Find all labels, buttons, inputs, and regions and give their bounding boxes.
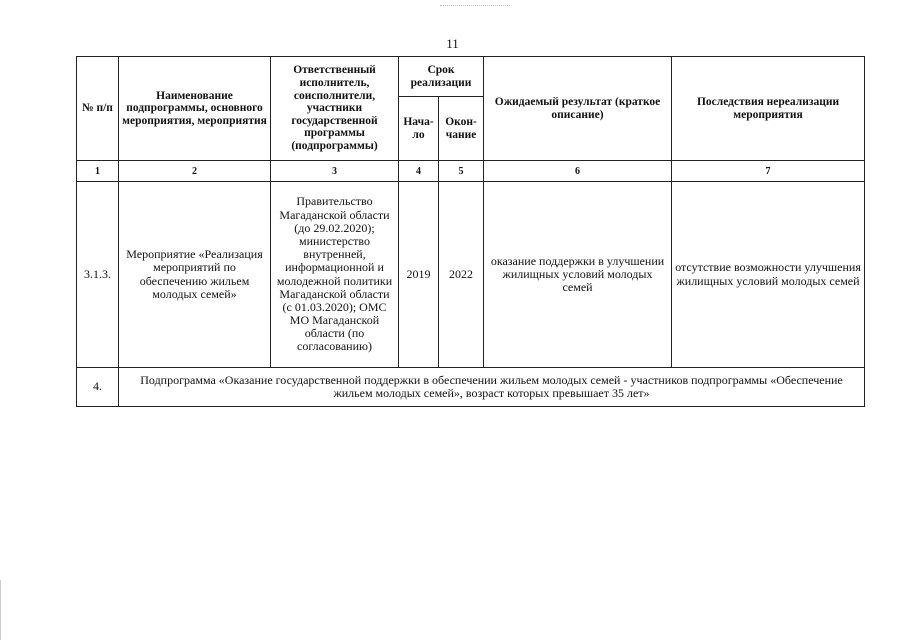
- non-implementation-consequence: отсутствие возможности улучшения жилищных условий молодых семей: [672, 182, 865, 368]
- activity-name: Мероприятие «Реализация мероприятий по обеспечению жильем молодых семей»: [119, 182, 271, 368]
- column-number: 4: [399, 161, 439, 182]
- row-number: 4.: [77, 368, 119, 407]
- responsible-executor: Правительство Магаданской области (до 29.02.2020); министерство внутренней, информационной и молодежной политики Магаданской области (с 01.03.2020); ОМС МО Магаданской области (по согласованию): [271, 182, 399, 368]
- column-number: 1: [77, 161, 119, 182]
- header-term: Срок реализации: [399, 57, 484, 97]
- column-number-row: [77, 161, 865, 182]
- header-result: Ожидаемый результат (краткое описание): [484, 57, 672, 161]
- scan-edge: [0, 580, 2, 640]
- start-year: 2019: [399, 182, 439, 368]
- scan-artifact: [440, 0, 510, 6]
- row-number: 3.1.3.: [77, 182, 119, 368]
- program-table: [76, 56, 865, 407]
- end-year: 2022: [439, 182, 484, 368]
- column-number: 3: [271, 161, 399, 182]
- expected-result: оказание поддержки в улучшении жилищных условий молодых семей: [484, 182, 672, 368]
- header-consequence: Последствия нереализации мероприятия: [672, 57, 865, 161]
- header-responsible: Ответственный исполнитель, соисполнители, участники государственной программы (подпрограммы): [271, 57, 399, 161]
- table-row-3-1-3: [77, 182, 865, 368]
- header-end: Окон-чание: [439, 97, 484, 161]
- header-number: № п/п: [77, 57, 119, 161]
- column-number: 2: [119, 161, 271, 182]
- table-row-4: [77, 368, 865, 407]
- subprogram-title: Подпрограмма «Оказание государственной поддержки в обеспечении жильем молодых семей - участников подпрограммы «Обеспечение жильем молодых семей», возраст которых превышает 35 лет»: [119, 368, 865, 407]
- column-number: 7: [672, 161, 865, 182]
- page-number: 11: [446, 36, 459, 51]
- column-number: 6: [484, 161, 672, 182]
- header-row: [77, 57, 865, 97]
- column-number: 5: [439, 161, 484, 182]
- header-name: Наименование подпрограммы, основного мероприятия, мероприятия: [119, 57, 271, 161]
- header-start: Нача-ло: [399, 97, 439, 161]
